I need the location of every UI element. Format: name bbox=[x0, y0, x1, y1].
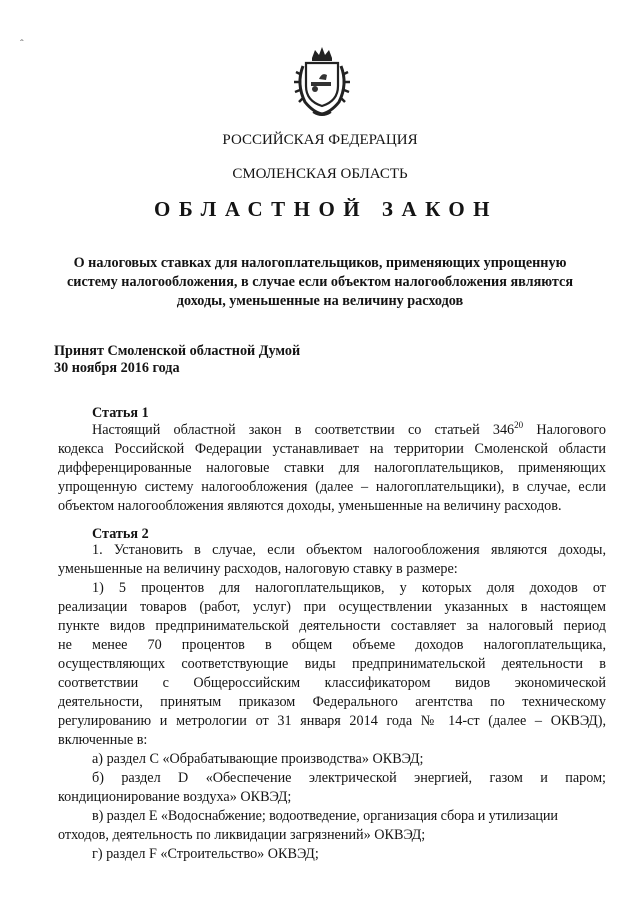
coat-of-arms-emblem bbox=[293, 44, 351, 118]
article-1-line bbox=[92, 421, 606, 440]
article-2-line: осуществляющих соответствующие виды предпринимательской деятельности в bbox=[58, 656, 606, 672]
header-law-type: ОБЛАСТНОЙ ЗАКОН bbox=[153, 197, 498, 221]
article-2-line: не менее 70 процентов в общем объеме доходов налогоплательщика, bbox=[58, 637, 606, 653]
article-1-line: упрощенную систему налогообложения (далее – налогоплательщики), в случае, если bbox=[58, 479, 606, 495]
article-2-subitem: а) раздел C «Обрабатывающие производства» ОКВЭД; bbox=[92, 751, 424, 767]
adoption-date: 30 ноября 2016 года bbox=[54, 360, 180, 376]
article-2-subitem: б) раздел D «Обеспечение электрической энергией, газом и паром; bbox=[92, 770, 606, 786]
article-2-line: соответствии с Общероссийским классификатором видов экономической bbox=[58, 675, 606, 691]
law-title bbox=[0, 254, 640, 311]
article-1-line: кодекса Российской Федерации устанавливает на территории Смоленской области bbox=[58, 441, 606, 457]
header-federation: РОССИЙСКАЯ ФЕДЕРАЦИЯ bbox=[222, 132, 418, 148]
law-title-line: доходы, уменьшенные на величину расходов bbox=[176, 293, 464, 309]
article-2-line: пункте видов предпринимательской деятельности составляет за налоговый период bbox=[58, 618, 606, 634]
article-2-line: кондиционирование воздуха» ОКВЭД; bbox=[58, 789, 292, 805]
article-2-subitem: в) раздел E «Водоснабжение; водоотведение, организация сбора и утилизации bbox=[92, 808, 558, 824]
article-2-subitem: г) раздел F «Строительство» ОКВЭД; bbox=[92, 846, 319, 862]
scan-mark: ˆ bbox=[20, 38, 24, 50]
article-2-line: 1) 5 процентов для налогоплательщиков, у которых доля доходов от bbox=[92, 580, 606, 596]
adoption-info bbox=[54, 343, 300, 377]
article-2-line: уменьшенные на величину расходов, налоговую ставку в размере: bbox=[58, 561, 458, 577]
law-title-line: О налоговых ставках для налогоплательщиков, применяющих упрощенную bbox=[73, 255, 567, 271]
article-1-line: объектом налогообложения являются доходы, уменьшенные на величину расходов. bbox=[58, 498, 562, 514]
article-1-heading: Статья 1 bbox=[92, 405, 149, 421]
article-2-heading: Статья 2 bbox=[92, 526, 149, 542]
article-1-line-text: Настоящий областной закон в соответствии со статьей 346 bbox=[92, 422, 515, 438]
article-1-line-text-end: Налогового bbox=[523, 422, 606, 438]
article-2-line: деятельности, принятым приказом Федерального агентства по техническому bbox=[58, 694, 606, 710]
adoption-line: Принят Смоленской областной Думой bbox=[54, 343, 301, 359]
article-2-line: включенные в: bbox=[58, 732, 148, 748]
article-2-line: 1. Установить в случае, если объектом налогообложения являются доходы, bbox=[92, 542, 606, 558]
law-title-line: систему налогообложения, в случае если объектом налогообложения являются bbox=[66, 274, 574, 290]
article-2-line: реализации товаров (работ, услуг) при осуществлении указанных в настоящем bbox=[58, 599, 606, 615]
article-2-line: отходов, деятельность по ликвидации загрязнений» ОКВЭД; bbox=[58, 827, 426, 843]
article-1-line: дифференцированные налоговые ставки для налогоплательщиков, применяющих bbox=[58, 460, 606, 476]
article-2-line: регулированию и метрологии от 31 января 2014 года № 14-ст (далее – ОКВЭД), bbox=[58, 713, 606, 729]
header-region: СМОЛЕНСКАЯ ОБЛАСТЬ bbox=[232, 166, 408, 182]
article-number-superscript: 20 bbox=[514, 420, 524, 430]
